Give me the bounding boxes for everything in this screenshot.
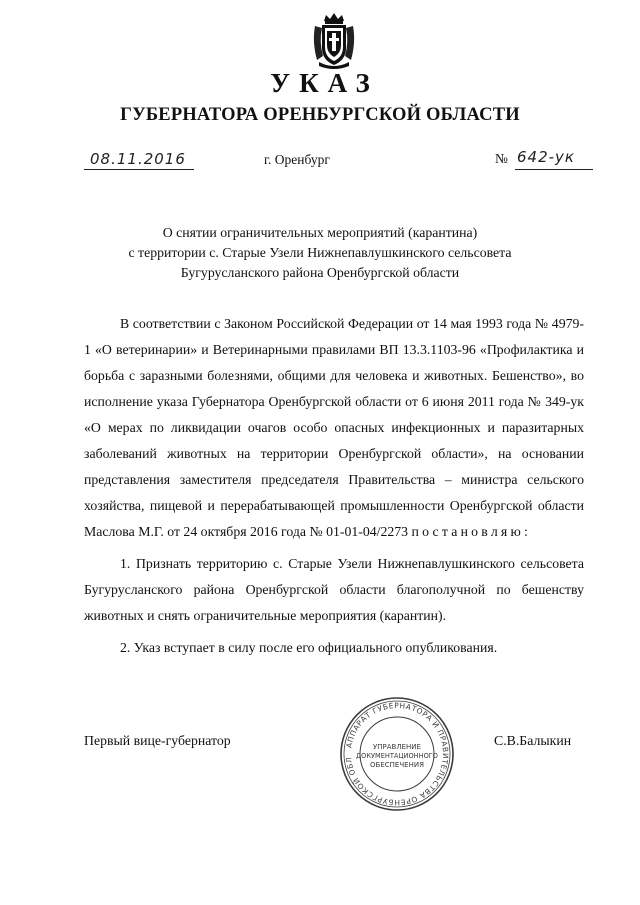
stamp-inner-line: ОБЕСПЕЧЕНИЯ	[370, 761, 424, 769]
decree-subject	[60, 223, 580, 283]
number-underline	[515, 169, 593, 170]
preamble-paragraph	[84, 311, 584, 545]
subject-line: О снятии ограничительных мероприятий (карантина)	[162, 225, 478, 240]
signatory-name: С.В.Балыкин	[494, 733, 572, 748]
preamble-text: В соответствии с Законом Российской Федерации от 14 мая 1993 года № 4979-1 «О ветеринарии» и Ветеринарными правилами ВП 13.3.1103-96 «Профилактика и борьба с заразными болезнями, общими для человека и животных. Бешенство», во исполнение указа Губернатора Оренбургской области от 6 июня 2011 года № 349-ук «О мерах по ликвидации очагов особо опасных инфекционных и паразитарных заболеваний животных на территории Оренбургской области», на основании представления заместителя председателя Правительства – министра сельского хозяйства, пищевой и перерабатывающей промышленности Оренбургской области Маслова М.Г. от 24 октября 2016 года № 01-01-04/2273	[84, 316, 584, 539]
city-label: г. Оренбург	[264, 152, 330, 167]
subject-line: Бугурусланского района Оренбургской области	[180, 265, 460, 280]
decree-body	[84, 311, 584, 661]
date-field	[84, 150, 194, 170]
date-underline	[84, 169, 194, 170]
number-field	[495, 148, 595, 170]
handwritten-date: 08.11.2016	[90, 150, 186, 168]
decree-item-1: 1. Признать территорию с. Старые Узели Нижнепавлушкинского сельсовета Бугурусланского района Оренбургской области благополучной по бешенству животных и снять ограничительные мероприятия (карантин).	[84, 556, 584, 623]
decree-item-2: 2. Указ вступает в силу после его официального опубликования.	[120, 640, 498, 655]
handwritten-number: 642-ук	[517, 148, 575, 166]
official-stamp	[338, 695, 456, 813]
number-sign: №	[495, 151, 508, 166]
stamp-inner-line: ДОКУМЕНТАЦИОННОГО	[356, 752, 438, 760]
stamp-outer-text: АППАРАТ ГУБЕРНАТОРА И ПРАВИТЕЛЬСТВА ОРЕНБУРГСКОЙ ОБЛ	[344, 700, 451, 808]
document-subtitle: ГУБЕРНАТОРА ОРЕНБУРГСКОЙ ОБЛАСТИ	[120, 105, 520, 125]
stamp-inner-line: УПРАВЛЕНИЕ	[373, 743, 421, 751]
signatory-title: Первый вице-губернатор	[84, 733, 231, 748]
document-title: УКАЗ	[270, 68, 379, 98]
coat-of-arms-icon	[311, 12, 357, 70]
decree-word: постановляю:	[411, 524, 531, 539]
subject-line: с территории с. Старые Узели Нижнепавлушкинского сельсовета	[128, 245, 512, 260]
